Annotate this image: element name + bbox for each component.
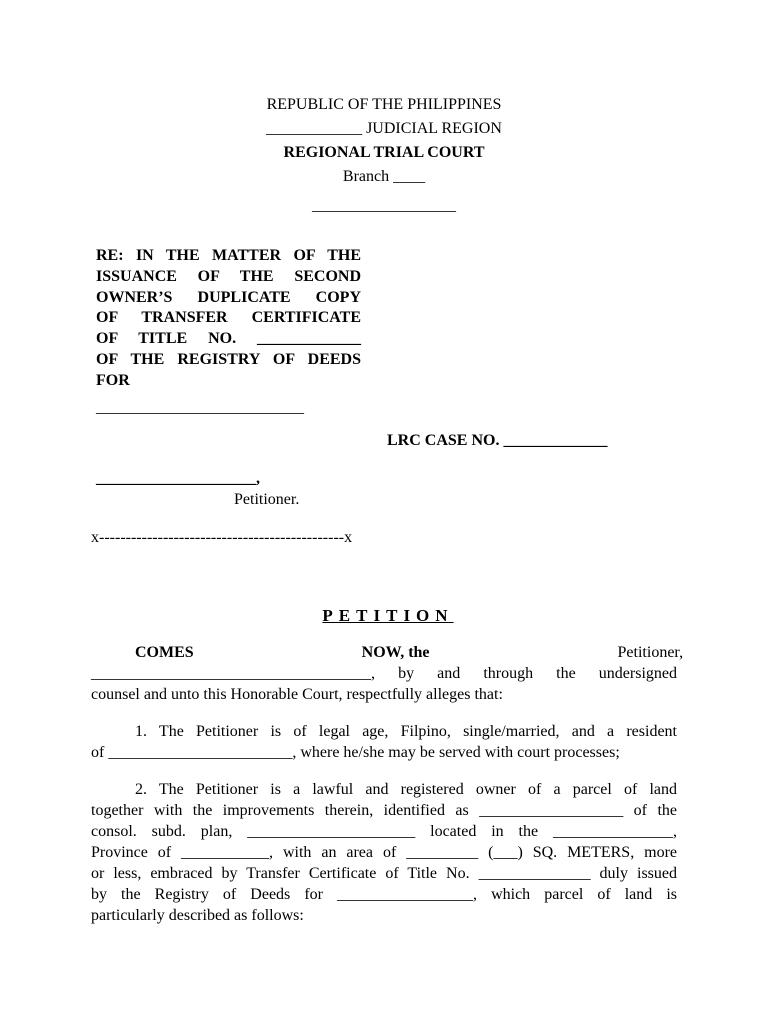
header-branch: Branch ____ xyxy=(342,168,426,185)
paragraph-1 xyxy=(91,721,677,763)
caption-row: OF THE REGISTRY OF DEEDS xyxy=(96,350,361,368)
caption-row: FOR xyxy=(96,371,130,389)
para1-row-1: 1. The Petitioner is of legal age, Filpino, single/married, and a resident xyxy=(135,723,677,740)
para2-row: particularly described as follows: xyxy=(91,907,304,924)
header-court: REGIONAL TRIAL COURT xyxy=(283,144,485,161)
para2-row: by the Registry of Deeds for _________________, which parcel of land is xyxy=(91,886,677,903)
intro-row-3: counsel and unto this Honorable Court, respectfully alleges that: xyxy=(91,686,503,703)
caption-separator: x----------------------------------------------x xyxy=(91,529,353,546)
caption-row: OF TITLE NO. _____________ xyxy=(96,330,361,348)
header-location-blank: __________________ xyxy=(312,197,456,214)
lrc-case-number: LRC CASE NO. _____________ xyxy=(387,432,608,449)
case-caption xyxy=(96,246,361,418)
caption-row: __________________________ xyxy=(96,398,304,416)
intro-row-2: ___________________________________, by and through the undersigned xyxy=(91,665,677,682)
petition-title: PETITION xyxy=(322,606,454,625)
now-word: NOW, the xyxy=(361,644,430,661)
para2-row: or less, embraced by Transfer Certificate of Title No. ______________ duly issued xyxy=(91,865,677,882)
petitioner-word: Petitioner, xyxy=(617,644,684,661)
para2-row: together with the improvements therein, identified as __________________ of the xyxy=(91,802,677,819)
petitioner-blank: ____________________, xyxy=(96,470,260,487)
header-judicial-region: ____________ JUDICIAL REGION xyxy=(266,120,502,137)
comes-word: COMES xyxy=(135,644,194,661)
para2-row: consol. subd. plan, _____________________ located in the _______________, xyxy=(91,823,677,840)
header-republic: REPUBLIC OF THE PHILIPPINES xyxy=(266,96,502,113)
para2-row: 2. The Petitioner is a lawful and registered owner of a parcel of land xyxy=(135,781,677,798)
caption-row: OWNER’S DUPLICATE COPY xyxy=(96,288,361,306)
intro-row-1 xyxy=(91,642,684,663)
paragraph-2 xyxy=(91,779,677,926)
caption-row: OF TRANSFER CERTIFICATE xyxy=(96,309,361,327)
para2-row: Province of ___________, with an area of _________ (___) SQ. METERS, more xyxy=(91,844,677,861)
document-title xyxy=(0,586,768,627)
caption-row: ISSUANCE OF THE SECOND xyxy=(96,267,361,285)
intro-paragraph xyxy=(91,642,684,705)
caption-row: RE: IN THE MATTER OF THE xyxy=(96,247,361,264)
petitioner-label: Petitioner. xyxy=(234,491,300,508)
para1-row-2: of _______________________, where he/she may be served with court processes; xyxy=(91,744,620,761)
